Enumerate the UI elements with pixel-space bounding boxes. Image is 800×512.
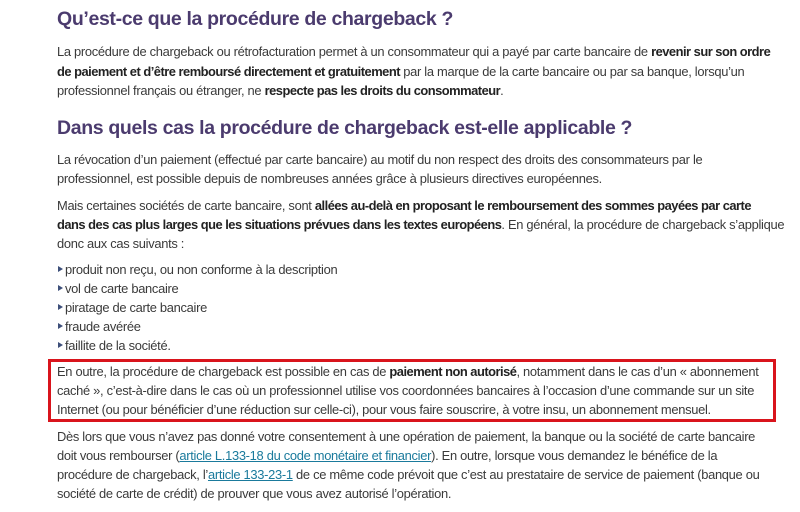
definition-text: . (500, 83, 504, 98)
consent-text: société de carte de crédit) de prouver que vous avez autorisé l’opération. (57, 486, 452, 501)
consumer-rights-emphasis: respecte pas les droits du consommateur (264, 83, 501, 98)
paragraph-unauthorized-payment (57, 362, 773, 419)
chargeback-cases-list (57, 260, 337, 355)
heading-what-is-chargeback: Qu’est-ce que la procédure de chargeback ? (57, 8, 454, 30)
paragraph-consent (57, 427, 759, 503)
paragraph-card-companies (57, 196, 784, 253)
revocation-text: La révocation d’un paiement (effectué par carte bancaire) au motif du non respect des droits des consommateurs par le (57, 152, 703, 167)
list-item (57, 336, 337, 355)
definition-emphasis: de paiement et d’être remboursé directement et gratuitement (57, 63, 400, 79)
link-article-l133-18[interactable]: article L.133-18 du code monétaire et financier (179, 448, 432, 463)
unauthorized-text: Internet (ou pour bénéficier d’une réduction sur celle-ci), pour vous faire souscrire, à votre insu, un abonnement mensuel. (57, 402, 711, 417)
consent-text: Dès lors que vous n’avez pas donné votre consentement à une opération de paiement, la banque ou la société de carte bancaire (57, 429, 756, 444)
triangle-right-icon (58, 304, 63, 310)
definition-text: par la marque de la carte bancaire ou par sa banque, lorsqu’un (400, 63, 745, 79)
list-item (57, 298, 337, 317)
consent-text: de ce même code prévoit que c’est au prestataire de service de paiement (banque ou (292, 467, 760, 482)
revocation-text: professionnel, est possible depuis de nombreuses années grâce à plusieurs directives européennes. (57, 171, 602, 186)
list-item (57, 279, 337, 298)
consent-text: doit vous rembourser ( (57, 448, 180, 463)
card-companies-emphasis: dans des cas plus larges que les situations prévues dans les textes européens (57, 217, 502, 232)
list-item-text: produit non reçu, ou non conforme à la description (65, 262, 338, 277)
definition-emphasis: revenir sur son ordre (651, 44, 771, 59)
card-companies-text: Mais certaines sociétés de carte bancaire, sont (57, 198, 315, 213)
highlight-box (48, 359, 776, 422)
triangle-right-icon (58, 342, 63, 348)
list-item (57, 260, 337, 279)
list-item-text: fraude avérée (65, 319, 141, 334)
paragraph-revocation (57, 150, 702, 188)
card-companies-text: . En général, la procédure de chargeback s’applique (501, 217, 785, 232)
heading-applicable-cases: Dans quels cas la procédure de chargeback est-elle applicable ? (57, 117, 633, 139)
consent-text: procédure de chargeback, l’ (57, 467, 208, 482)
definition-text: La procédure de chargeback ou rétrofacturation permet à un consommateur qui a payé par carte bancaire de (57, 44, 652, 59)
triangle-right-icon (58, 285, 63, 291)
card-companies-emphasis: allées au-delà en proposant le remboursement des sommes payées par carte (314, 198, 752, 213)
unauthorized-emphasis: paiement non autorisé (389, 364, 517, 379)
definition-text: professionnel français ou étranger, ne (57, 83, 265, 98)
list-item-text: piratage de carte bancaire (65, 300, 207, 315)
link-article-133-23-1[interactable]: article 133-23-1 (207, 467, 293, 482)
card-companies-text: donc aux cas suivants : (57, 236, 185, 251)
list-item (57, 317, 337, 336)
unauthorized-text: , notamment dans le cas d’un « abonnement (516, 364, 759, 379)
list-item-text: vol de carte bancaire (65, 281, 179, 296)
unauthorized-text: caché », c’est-à-dire dans le cas où un professionnel utilise vos coordonnées bancaires à l’occasion d’une commande sur un site (57, 383, 755, 398)
list-item-text: faillite de la société. (65, 338, 171, 353)
triangle-right-icon (58, 323, 63, 329)
paragraph-definition (57, 42, 770, 101)
triangle-right-icon (58, 266, 63, 272)
consent-text: ). En outre, lorsque vous demandez le bénéfice de la (431, 448, 718, 463)
unauthorized-text: En outre, la procédure de chargeback est possible en cas de (57, 364, 390, 379)
